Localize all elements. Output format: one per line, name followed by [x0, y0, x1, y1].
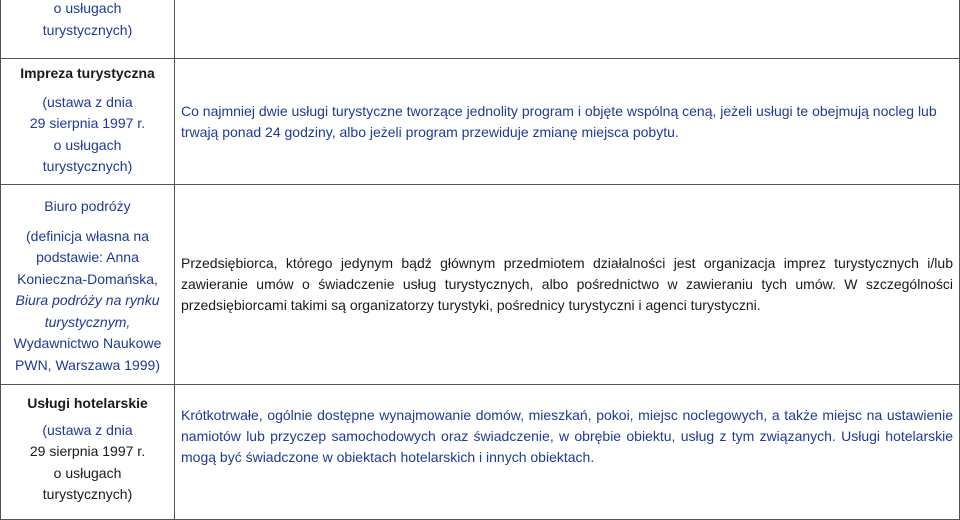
term-cell: [0, 185, 175, 384]
definition-cell: [175, 185, 960, 384]
source-line: o usługach: [53, 0, 122, 16]
source-line: turystycznych): [42, 21, 133, 38]
source-line: turystycznych): [42, 486, 133, 502]
source-cell: [0, 0, 175, 58]
source-line: 29 sierpnia 1997 r.: [29, 115, 146, 131]
source-line: (definicja własna na: [26, 227, 149, 244]
source-title-line: Biura podróży na rynku: [15, 292, 160, 308]
definition-text: Krótkotrwałe, ogólnie dostępne wynajmowanie domów, mieszkań, pokoi, miejsc noclegowych, a także miejsc na ustawienie namiotów lub przyczep samochodowych oraz świadczenie, w obrębie obiektu, usług z tym związanych. Usługi hotelarskie mogą być świadczone w obiektach hotelarskich i innych obiektach.: [181, 407, 953, 465]
table-row: [0, 59, 960, 185]
table-row: [0, 385, 960, 520]
source-line: 29 sierpnia 1997 r.: [29, 443, 146, 459]
term-cell: [0, 385, 175, 519]
definition-cell: [175, 385, 960, 519]
source-line: o usługach: [53, 464, 122, 481]
source-line: o usługach: [53, 136, 122, 153]
table-row: [0, 185, 960, 385]
definition-text: Przedsiębiorca, którego jedynym bądź głównym przedmiotem działalności jest organizacja imprez turystycznych i/lub zawieranie umów o świadczenie usług turystycznych, albo pośrednictwo w zawieraniu tych umów. W szczególności przedsiębiorcami takimi są organizatorzy turystyki, pośrednicy turystyczni i agenci turystyczni.: [181, 255, 953, 313]
source-line: PWN, Warszawa 1999): [15, 356, 160, 373]
definition-cell: [175, 0, 960, 58]
definition-cell: [175, 59, 960, 184]
definition-text: Co najmniej dwie usługi turystyczne tworzące jednolity program i objęte wspólną ceną, jeżeli usługi te obejmują nocleg lub trwają ponad 24 godziny, albo jeżeli program przewiduje zmianę miejsca pobytu.: [181, 102, 937, 140]
source-line: Wydawnictwo Naukowe: [13, 335, 162, 351]
term-title: Biuro podróży: [44, 198, 131, 214]
table-row: [0, 0, 960, 59]
source-line: Konieczna-Domańska,: [17, 270, 158, 287]
source-line: podstawie: Anna: [36, 249, 139, 265]
source-line: turystycznych): [42, 158, 133, 174]
source-title-line: turystycznym,: [44, 313, 131, 330]
source-line: (ustawa z dnia: [42, 93, 133, 110]
source-line: (ustawa z dnia: [42, 421, 133, 438]
term-title: Impreza turystyczna: [20, 65, 155, 81]
term-cell: [0, 59, 175, 184]
term-title: Usługi hotelarskie: [27, 395, 148, 411]
